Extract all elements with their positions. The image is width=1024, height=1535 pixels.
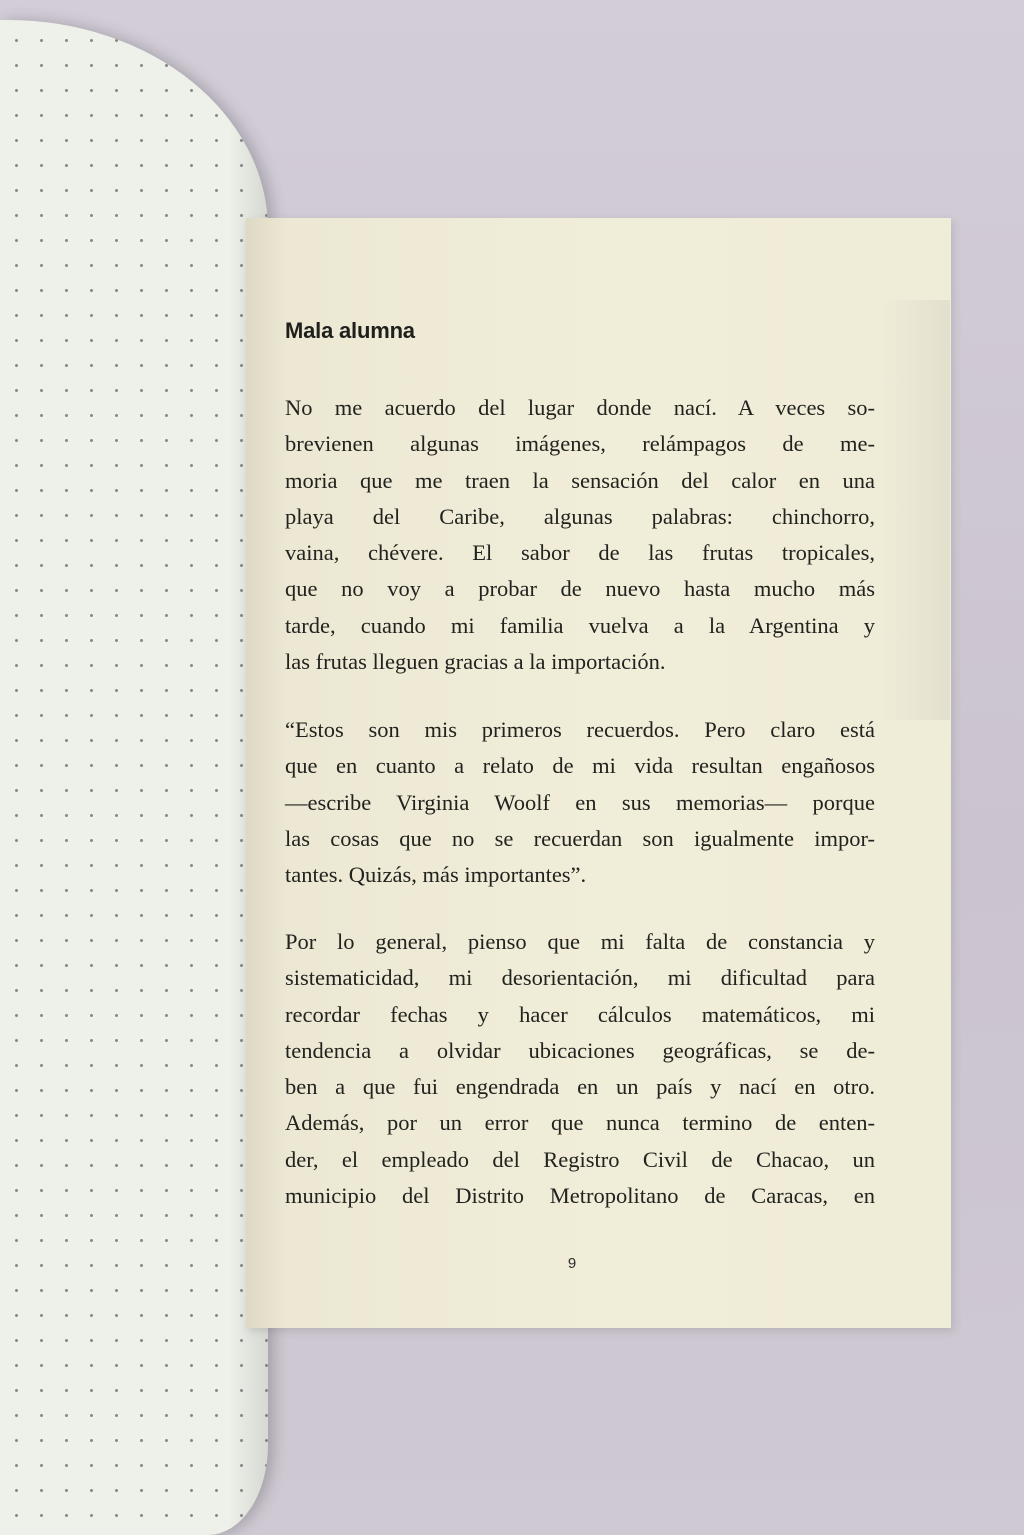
text-line: que en cuanto a relato de mi vida resultan engañosos (285, 753, 875, 779)
text-line: —escribe Virginia Woolf en sus memorias— porque (285, 789, 875, 815)
page-number: 9 (567, 1255, 577, 1272)
text-line: las frutas lleguen gracias a la importación. (285, 649, 666, 675)
text-line: vaina, chévere. El sabor de las frutas tropicales, (285, 540, 875, 566)
text-line: Por lo general, pienso que mi falta de constancia y (285, 929, 875, 954)
text-line: las cosas que no se recuerdan son igualmente impor- (285, 825, 875, 851)
text-line: der, el empleado del Registro Civil de Chacao, un (285, 1146, 875, 1172)
text-line: tantes. Quizás, más importantes”. (285, 862, 587, 888)
text-line: moria que me traen la sensación del calor en una (285, 467, 875, 493)
text-line: “Estos son mis primeros recuerdos. Pero claro está (285, 717, 875, 742)
text-line: tarde, cuando mi familia vuelva a la Argentina y (285, 612, 875, 638)
paragraph-1 (285, 390, 875, 680)
text-line: municipio del Distrito Metropolitano de Caracas, en (285, 1183, 875, 1209)
text-line: que no voy a probar de nuevo hasta mucho más (285, 576, 875, 602)
text-line: playa del Caribe, algunas palabras: chinchorro, (285, 503, 875, 529)
paragraph-2 (285, 712, 875, 893)
text-line: sistematicidad, mi desorientación, mi dificultad para (285, 965, 875, 991)
text-line: ben a que fui engendrada en un país y nací en otro. (285, 1074, 875, 1100)
text-line: recordar fechas y hacer cálculos matemáticos, mi (285, 1001, 875, 1027)
text-line: No me acuerdo del lugar donde nací. A veces so- (285, 395, 875, 420)
chapter-title: Mala alumna (285, 318, 415, 343)
text-line: brevienen algunas imágenes, relámpagos de me- (285, 431, 875, 457)
text-line: tendencia a olvidar ubicaciones geográficas, se de- (285, 1037, 875, 1063)
show-through-shadow (880, 300, 950, 720)
paragraph-3 (285, 924, 875, 1214)
body-text (285, 390, 875, 1209)
text-line: Además, por un error que nunca termino de enten- (285, 1110, 875, 1136)
left-page-dotted (0, 20, 268, 1535)
